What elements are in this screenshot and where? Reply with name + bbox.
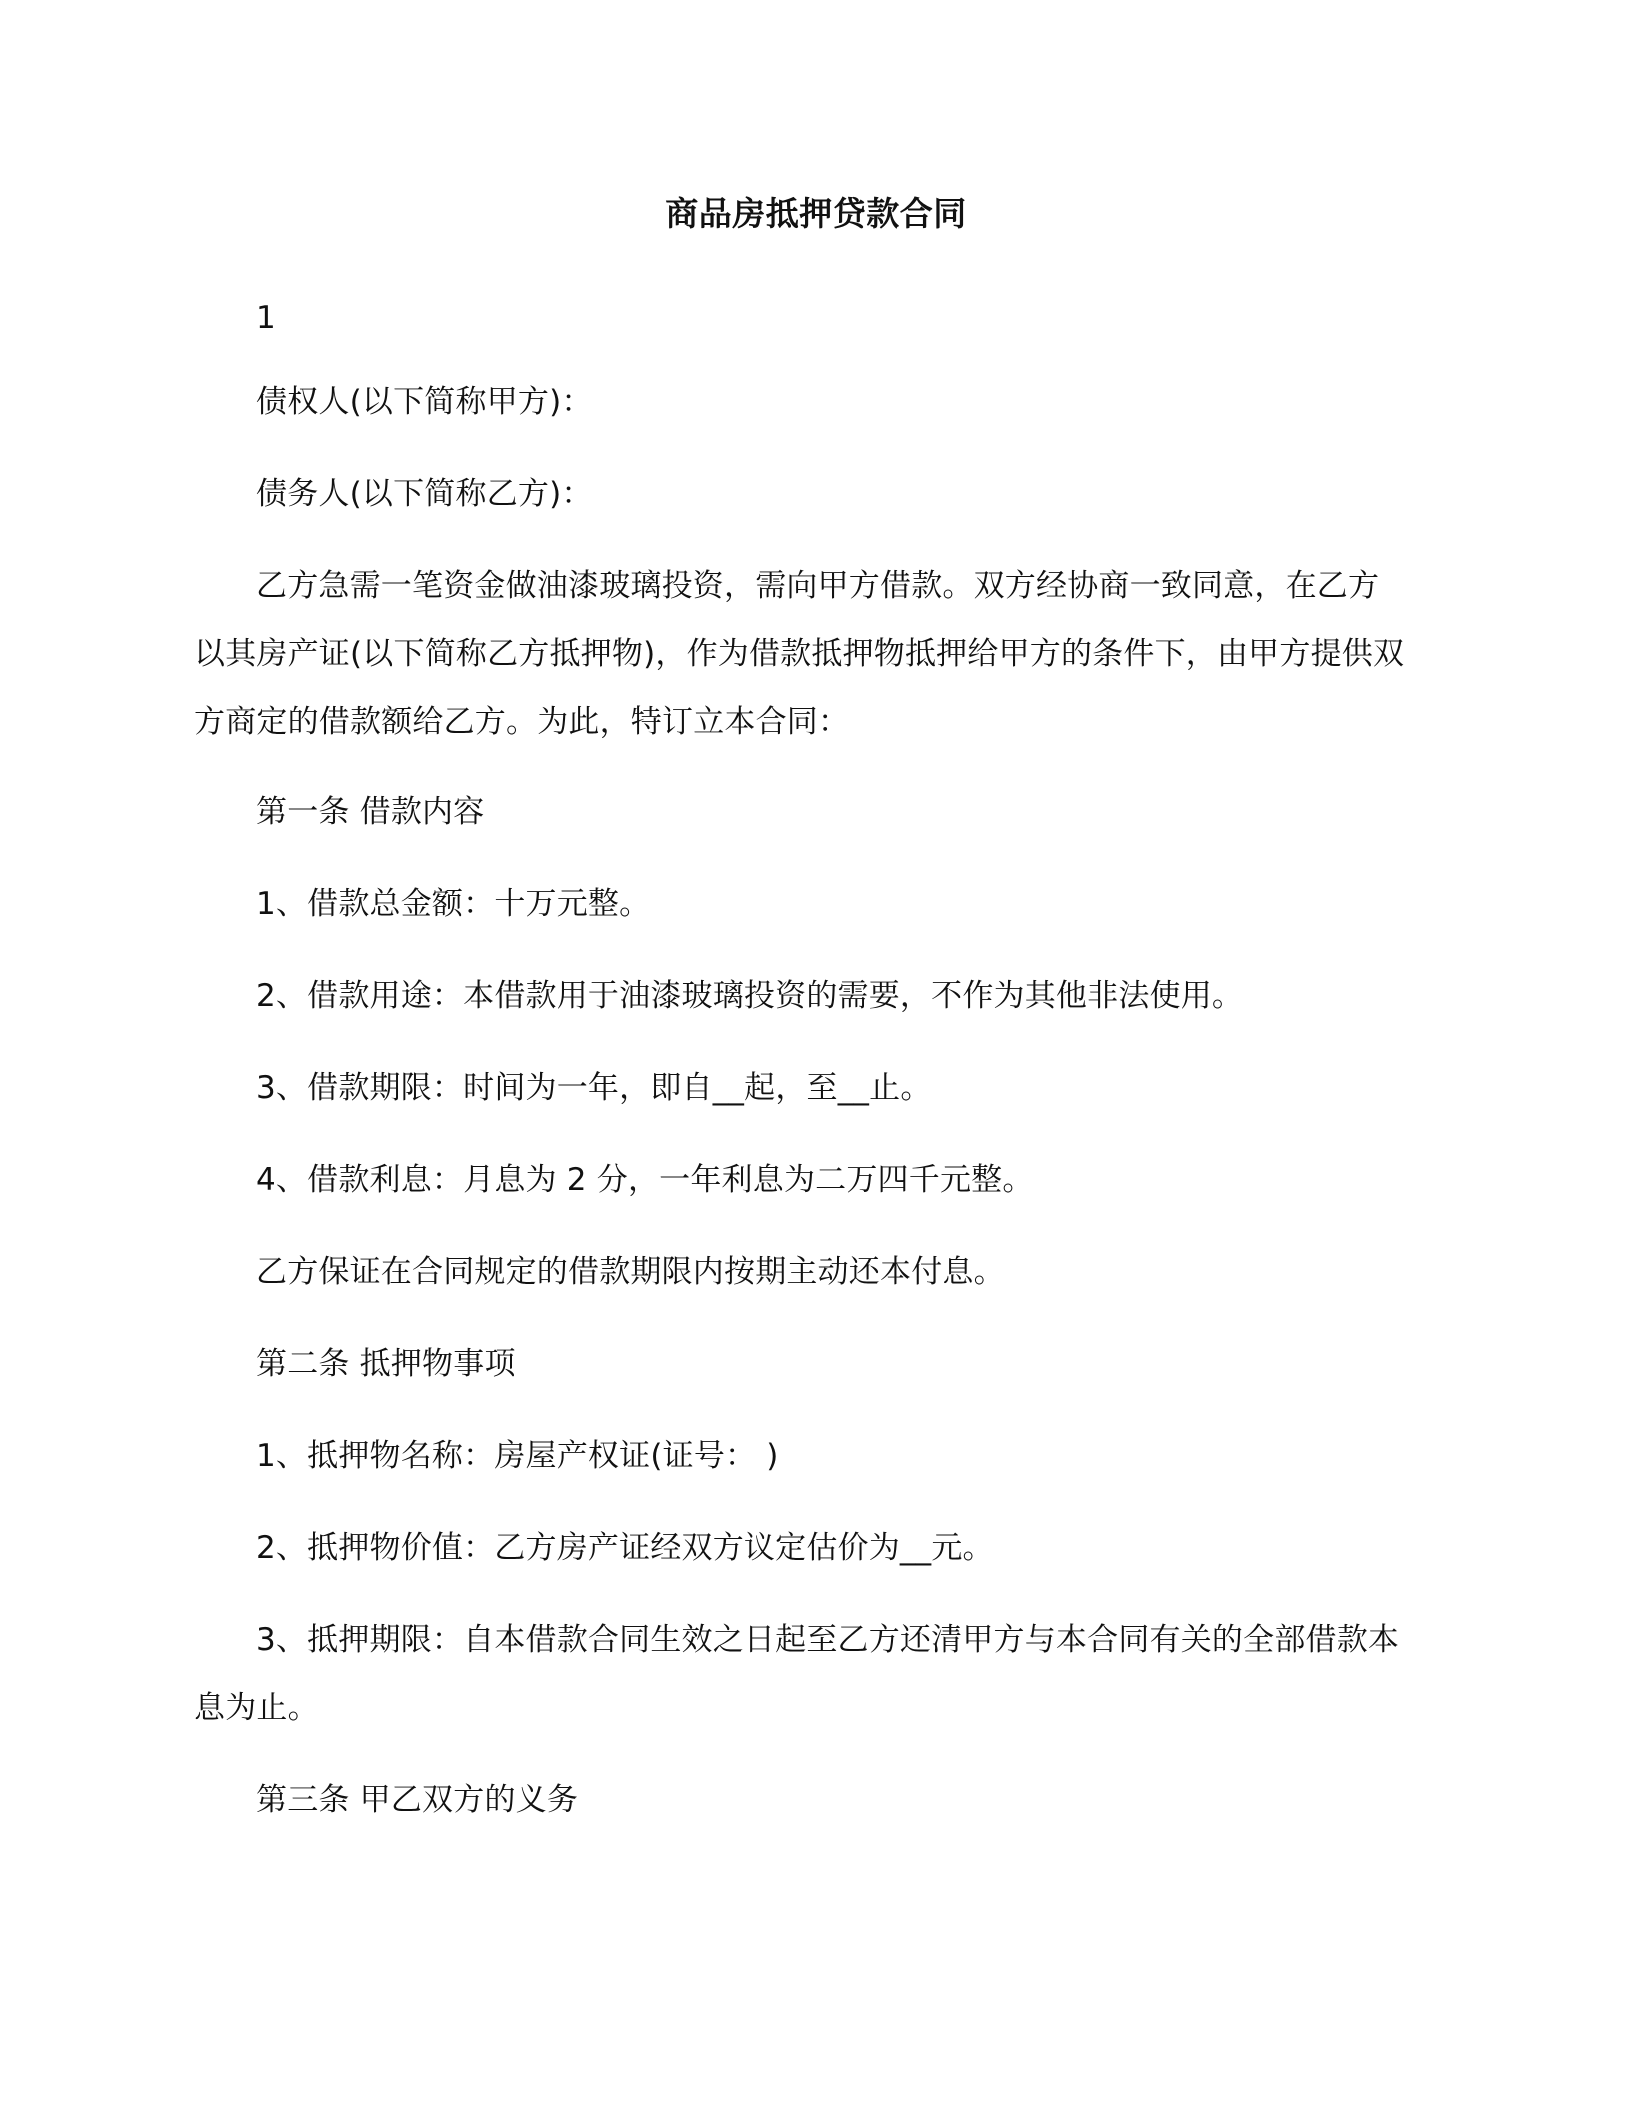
article1-item-4: 4、借款利息：月息为 2 分，一年利息为二万四千元整。	[256, 1162, 1034, 1198]
document-title: 商品房抵押贷款合同	[665, 194, 967, 233]
document-number: 1	[256, 300, 276, 336]
article1-item-3: 3、借款期限：时间为一年，即自__起，至__止。	[256, 1070, 932, 1106]
intro-paragraph-line-1: 乙方急需一笔资金做油漆玻璃投资，需向甲方借款。双方经协商一致同意，在乙方	[256, 568, 1380, 604]
article2-item-3-line-1: 3、抵押期限：自本借款合同生效之日起至乙方还清甲方与本合同有关的全部借款本	[256, 1622, 1400, 1658]
creditor-line: 债权人(以下简称甲方)：	[256, 384, 593, 420]
article2-item-2: 2、抵押物价值：乙方房产证经双方议定估价为__元。	[256, 1530, 994, 1566]
intro-paragraph-line-2: 以其房产证(以下简称乙方抵押物)，作为借款抵押物抵押给甲方的条件下，由甲方提供双	[194, 636, 1405, 672]
article2-item-3-line-2: 息为止。	[194, 1690, 319, 1726]
article2-item-1: 1、抵押物名称：房屋产权证(证号： )	[256, 1438, 779, 1474]
article3-heading: 第三条 甲乙双方的义务	[256, 1782, 579, 1818]
article1-item-1: 1、借款总金额：十万元整。	[256, 886, 651, 922]
article1-item-2: 2、借款用途：本借款用于油漆玻璃投资的需要，不作为其他非法使用。	[256, 978, 1244, 1014]
debtor-line: 债务人(以下简称乙方)：	[256, 476, 593, 512]
article1-guarantee: 乙方保证在合同规定的借款期限内按期主动还本付息。	[256, 1254, 1005, 1290]
article2-heading: 第二条 抵押物事项	[256, 1346, 516, 1382]
article1-heading: 第一条 借款内容	[256, 794, 485, 830]
intro-paragraph-line-3: 方商定的借款额给乙方。为此，特订立本合同：	[194, 704, 850, 740]
